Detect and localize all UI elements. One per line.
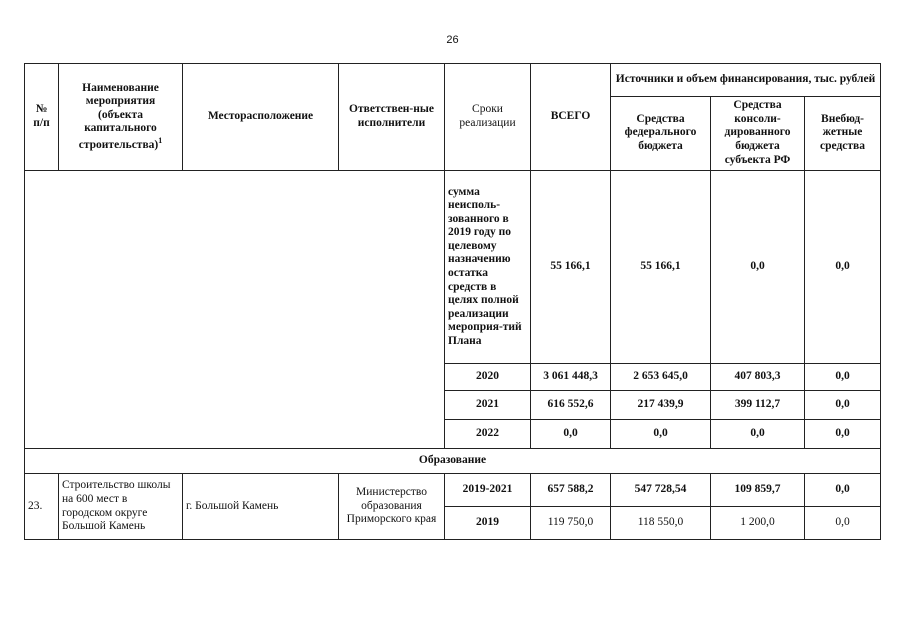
extra-cell: 0,0 [805, 364, 881, 391]
consolidated-cell: 407 803,3 [711, 364, 805, 391]
consolidated-cell: 109 859,7 [711, 474, 805, 507]
empty-merged-cell [25, 171, 445, 449]
federal-cell: 118 550,0 [611, 507, 711, 540]
total-cell: 0,0 [531, 420, 611, 449]
header-consolidated: Средства консоли-дированного бюджета субъекта РФ [711, 96, 805, 170]
section-title: Образование [25, 449, 881, 474]
total-cell: 657 588,2 [531, 474, 611, 507]
term-cell: 2020 [445, 364, 531, 391]
total-cell: 3 061 448,3 [531, 364, 611, 391]
consolidated-cell: 1 200,0 [711, 507, 805, 540]
item-responsible: Министерство образования Приморского края [339, 474, 445, 540]
header-sources: Источники и объем финансирования, тыс. рублей [611, 64, 881, 97]
consolidated-cell: 399 112,7 [711, 391, 805, 420]
consolidated-cell: 0,0 [711, 171, 805, 364]
federal-cell: 217 439,9 [611, 391, 711, 420]
header-total: ВСЕГО [531, 64, 611, 171]
header-terms: Сроки реализации [445, 64, 531, 171]
header-name [59, 64, 183, 171]
extra-cell: 0,0 [805, 474, 881, 507]
header-name-sup: 1 [158, 135, 163, 145]
item-name: Строительство школы на 600 мест в городском округе Большой Камень [59, 474, 183, 540]
header-responsible: Ответствен-ные исполнители [339, 64, 445, 171]
total-cell: 616 552,6 [531, 391, 611, 420]
term-cell: 2021 [445, 391, 531, 420]
total-cell: 55 166,1 [531, 171, 611, 364]
header-federal: Средства федерального бюджета [611, 96, 711, 170]
header-no: № п/п [25, 64, 59, 171]
federal-cell: 55 166,1 [611, 171, 711, 364]
federal-cell: 2 653 645,0 [611, 364, 711, 391]
federal-cell: 547 728,54 [611, 474, 711, 507]
extra-cell: 0,0 [805, 507, 881, 540]
consolidated-cell: 0,0 [711, 420, 805, 449]
table-row [25, 474, 881, 507]
financing-table [24, 63, 881, 540]
term-cell: сумма неисполь-зованного в 2019 году по целевому назначению остатка средств в целях полной реализации мероприя-тий Плана [445, 171, 531, 364]
page-number: 26 [446, 34, 459, 46]
extra-cell: 0,0 [805, 420, 881, 449]
header-row-1 [25, 64, 881, 97]
item-location: г. Большой Камень [183, 474, 339, 540]
federal-cell: 0,0 [611, 420, 711, 449]
table-row [25, 171, 881, 364]
term-cell: 2019 [445, 507, 531, 540]
header-extra: Внебюд-жетные средства [805, 96, 881, 170]
extra-cell: 0,0 [805, 391, 881, 420]
term-cell: 2022 [445, 420, 531, 449]
total-cell: 119 750,0 [531, 507, 611, 540]
term-cell: 2019-2021 [445, 474, 531, 507]
extra-cell: 0,0 [805, 171, 881, 364]
section-row [25, 449, 881, 474]
header-location: Месторасположение [183, 64, 339, 171]
header-name-text: Наименование мероприятия (объекта капитального строительства) [78, 81, 159, 151]
item-number: 23. [25, 474, 59, 540]
